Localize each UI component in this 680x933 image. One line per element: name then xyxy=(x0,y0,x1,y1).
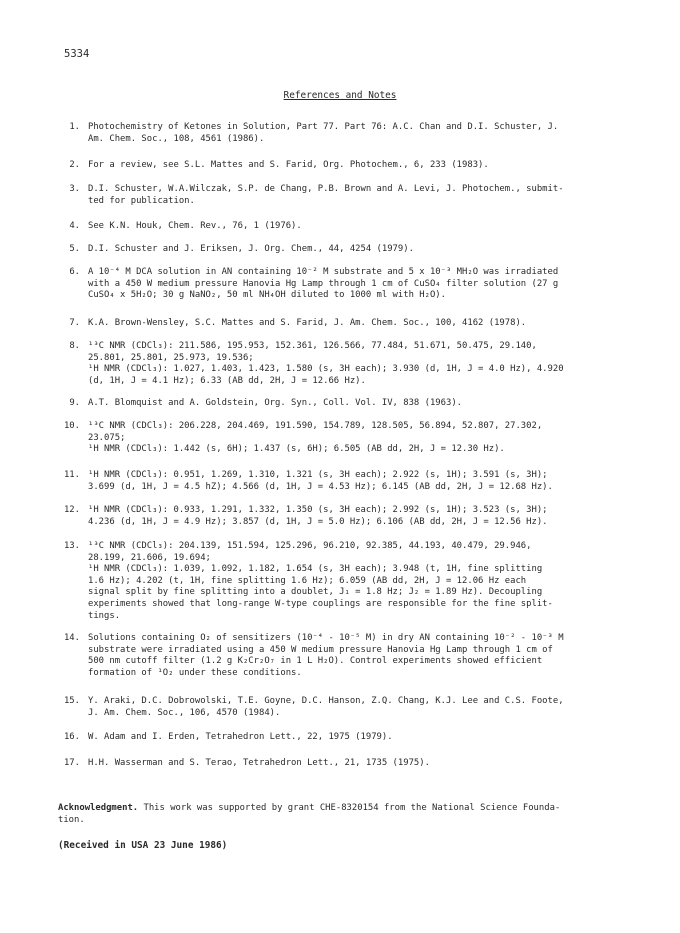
reference-line: K.A. Brown-Wensley, S.C. Mattes and S. Farid, J. Am. Chem. Soc., 100, 4162 (1978). xyxy=(88,318,527,328)
reference-number: 3. xyxy=(69,184,80,194)
acknowledgment-text: This work was supported by grant CHE-8320154 from the National Science Founda- xyxy=(138,803,561,813)
reference-line: 28.199, 21.606, 19.694; xyxy=(88,552,211,563)
reference-line: Y. Araki, D.C. Dobrowolski, T.E. Goyne, D.C. Hanson, Z.Q. Chang, K.J. Lee and C.S. Foote, xyxy=(88,696,564,706)
reference-number: 7. xyxy=(69,318,80,328)
reference-number: 11. xyxy=(63,470,80,480)
reference-line: ¹H NMR (CDCl₃): 0.951, 1.269, 1.310, 1.321 (s, 3H each); 2.922 (s, 1H); 3.591 (s, 3H); xyxy=(88,470,548,480)
reference-line: J. Am. Chem. Soc., 106, 4570 (1984). xyxy=(88,707,281,718)
reference-line: ¹H NMR (CDCl₃): 1.039, 1.092, 1.182, 1.654 (s, 3H each); 3.948 (t, 1H, fine splitting xyxy=(88,564,543,575)
reference-line: 1.6 Hz); 4.202 (t, 1H, fine splitting 1.6 Hz); 6.059 (AB dd, 2H, J = 12.06 Hz each xyxy=(88,575,527,586)
reference-text xyxy=(88,122,628,145)
reference-line: 4.236 (d, 1H, J = 4.9 Hz); 3.857 (d, 1H, J = 5.0 Hz); 6.106 (AB dd, 2H, J = 12.56 Hz). xyxy=(88,516,548,527)
reference-text xyxy=(88,160,628,172)
reference-text xyxy=(88,505,628,528)
reference-line: ¹³C NMR (CDCl₃): 211.586, 195.953, 152.361, 126.566, 77.484, 51.671, 50.475, 29.140, xyxy=(88,341,537,351)
reference-number: 16. xyxy=(63,732,80,742)
reference-number: 2. xyxy=(69,160,80,170)
reference-line: formation of ¹O₂ under these conditions. xyxy=(88,667,302,678)
reference-line: substrate were irradiated using a 450 W medium pressure Hanovia Hg Lamp through 1 cm of xyxy=(88,644,553,655)
reference-line: signal split by fine splitting into a doublet, J₁ = 1.8 Hz; J₂ = 1.89 Hz). Decoupling xyxy=(88,587,543,598)
reference-line: D.I. Schuster and J. Eriksen, J. Org. Chem., 44, 4254 (1979). xyxy=(88,244,414,254)
reference-text xyxy=(88,221,628,233)
reference-line: ¹H NMR (CDCl₃): 1.442 (s, 6H); 1.437 (s, 6H); 6.505 (AB dd, 2H, J = 12.30 Hz). xyxy=(88,444,505,455)
reference-line: Solutions containing O₂ of sensitizers (10⁻⁴ - 10⁻⁵ M) in dry AN containing 10⁻² - 10⁻³ M xyxy=(88,633,564,643)
reference-line: 500 nm cutoff filter (1.2 g K₂Cr₂O₇ in 1 L H₂O). Control experiments showed efficient xyxy=(88,656,543,667)
reference-line: Photochemistry of Ketones in Solution, Part 77. Part 76: A.C. Chan and D.I. Schuster, J. xyxy=(88,122,559,132)
reference-line: A.T. Blomquist and A. Goldstein, Org. Syn., Coll. Vol. IV, 838 (1963). xyxy=(88,398,463,408)
reference-number: 10. xyxy=(63,421,80,431)
reference-line: ¹H NMR (CDCl₃): 0.933, 1.291, 1.332, 1.350 (s, 3H each); 2.992 (s, 1H); 3.523 (s, 3H); xyxy=(88,505,548,515)
reference-text xyxy=(88,398,628,410)
reference-line: D.I. Schuster, W.A.Wilczak, S.P. de Chang, P.B. Brown and A. Levi, J. Photochem., submit- xyxy=(88,184,564,194)
reference-text xyxy=(88,341,628,387)
reference-text xyxy=(88,470,628,493)
reference-number: 12. xyxy=(63,505,80,515)
reference-number: 17. xyxy=(63,758,80,768)
reference-number: 15. xyxy=(63,696,80,706)
reference-line: experiments showed that long-range W-type couplings are responsible for the fine split- xyxy=(88,598,553,609)
reference-line: ted for publication. xyxy=(88,195,195,206)
reference-number: 1. xyxy=(69,122,80,132)
reference-text xyxy=(88,267,628,302)
reference-line: CuSO₄ x 5H₂O; 30 g NaNO₂, 50 ml NH₄OH diluted to 1000 ml with H₂O). xyxy=(88,290,446,301)
reference-text xyxy=(88,732,628,744)
reference-line: 25.801, 25.801, 25.973, 19.536; xyxy=(88,352,254,363)
acknowledgment-text-continued: tion. xyxy=(58,815,85,825)
reference-text xyxy=(88,421,628,456)
reference-text xyxy=(88,758,628,770)
reference-line: (d, 1H, J = 4.1 Hz); 6.33 (AB dd, 2H, J = 12.66 Hz). xyxy=(88,375,366,386)
reference-line: 23.075; xyxy=(88,432,126,443)
reference-number: 9. xyxy=(69,398,80,408)
reference-text xyxy=(88,184,628,207)
page-number: 5334 xyxy=(64,48,90,60)
reference-line: ¹H NMR (CDCl₃): 1.027, 1.403, 1.423, 1.580 (s, 3H each); 3.930 (d, 1H, J = 4.0 Hz), 4.920 xyxy=(88,364,564,375)
reference-line: For a review, see S.L. Mattes and S. Farid, Org. Photochem., 6, 233 (1983). xyxy=(88,160,489,170)
reference-text xyxy=(88,633,628,679)
reference-line: W. Adam and I. Erden, Tetrahedron Lett., 22, 1975 (1979). xyxy=(88,732,393,742)
reference-number: 6. xyxy=(69,267,80,277)
reference-line: Am. Chem. Soc., 108, 4561 (1986). xyxy=(88,133,265,144)
reference-line: See K.N. Houk, Chem. Rev., 76, 1 (1976). xyxy=(88,221,302,231)
reference-number: 4. xyxy=(69,221,80,231)
reference-text xyxy=(88,318,628,330)
reference-text xyxy=(88,541,628,622)
reference-line: 3.699 (d, 1H, J = 4.5 hZ); 4.566 (d, 1H, J = 4.53 Hz); 6.145 (AB dd, 2H, J = 12.68 Hz). xyxy=(88,481,553,492)
reference-number: 8. xyxy=(69,341,80,351)
reference-text xyxy=(88,244,628,256)
reference-number: 14. xyxy=(63,633,80,643)
received-date: (Received in USA 23 June 1986) xyxy=(58,840,228,851)
acknowledgment xyxy=(58,802,628,826)
reference-line: H.H. Wasserman and S. Terao, Tetrahedron Lett., 21, 1735 (1975). xyxy=(88,758,430,768)
reference-line: A 10⁻⁴ M DCA solution in AN containing 10⁻² M substrate and 5 x 10⁻³ MH₂O was irradiated xyxy=(88,267,559,277)
reference-line: ¹³C NMR (CDCl₃): 206.228, 204.469, 191.590, 154.789, 128.505, 56.894, 52.807, 27.302, xyxy=(88,421,543,431)
reference-text xyxy=(88,696,628,719)
reference-line: with a 450 W medium pressure Hanovia Hg Lamp through 1 cm of CuSO₄ filter solution (27 g xyxy=(88,278,559,289)
section-heading: References and Notes xyxy=(283,90,397,101)
reference-number: 13. xyxy=(63,541,80,551)
reference-number: 5. xyxy=(69,244,80,254)
acknowledgment-label: Acknowledgment. xyxy=(58,803,139,813)
reference-line: tings. xyxy=(88,610,121,621)
reference-line: ¹³C NMR (CDCl₃): 204.139, 151.594, 125.296, 96.210, 92.385, 44.193, 40.479, 29.946, xyxy=(88,541,532,551)
